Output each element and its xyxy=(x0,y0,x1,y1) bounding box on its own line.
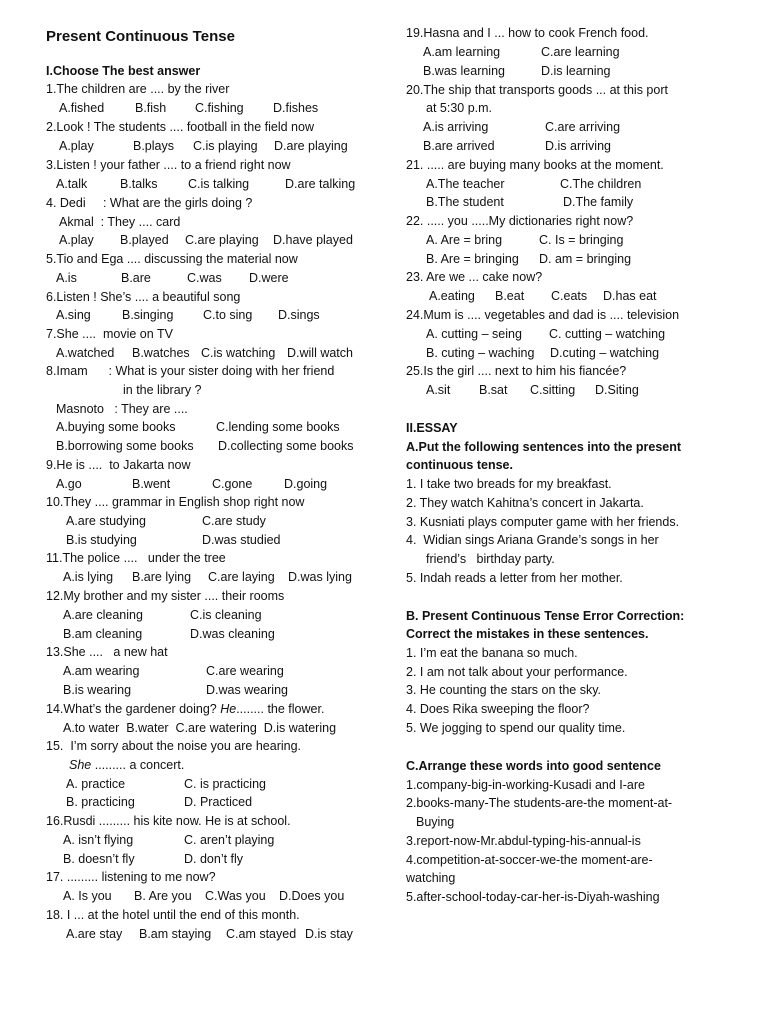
left-line: C.is talking xyxy=(188,177,250,191)
left-line: B.went xyxy=(132,477,171,491)
right-line: A.sit xyxy=(426,383,451,397)
left-line: C.are playing xyxy=(185,233,259,247)
left-line: 2.Look ! The students .... football in the field now xyxy=(46,120,314,134)
right-line: 24.Mum is .... vegetables and dad is .... television xyxy=(406,308,680,322)
left-line: B. doesn’t fly xyxy=(63,852,135,866)
right-line: 1. I take two breads for my breakfast. xyxy=(406,477,612,491)
right-line: C.are learning xyxy=(541,45,620,59)
right-line: 22. ..... you .....My dictionaries right now? xyxy=(406,214,634,228)
left-line: C.is watching xyxy=(201,346,276,360)
left-line: B.watches xyxy=(132,346,190,360)
right-line: 5.after-school-today-car-her-is-Diyah-washing xyxy=(406,890,660,904)
left-line: D.sings xyxy=(278,308,320,322)
left-line: 13.She .... a new hat xyxy=(46,645,168,659)
left-line: B.singing xyxy=(122,308,174,322)
left-line: D.were xyxy=(249,271,289,285)
left-line: D.is stay xyxy=(305,927,353,941)
right-line: 25.Is the girl .... next to him his fiancée? xyxy=(406,364,627,378)
right-line: 3.report-now-Mr.abdul-typing-his-annual-is xyxy=(406,834,641,848)
left-line: D.collecting some books xyxy=(218,439,354,453)
right-line: D.cuting – watching xyxy=(550,346,660,360)
right-line: 4. Widian sings Ariana Grande’s songs in her xyxy=(406,533,659,547)
left-line: D.was lying xyxy=(288,570,352,584)
left-line: A.buying some books xyxy=(56,420,176,434)
left-line: 4. Dedi : What are the girls doing ? xyxy=(46,196,253,210)
right-line: D.has eat xyxy=(603,289,657,303)
left-line: A.is xyxy=(56,271,77,285)
right-line: Correct the mistakes in these sentences. xyxy=(406,627,649,641)
left-line: A.fished xyxy=(59,101,105,115)
left-line: D.was cleaning xyxy=(190,627,275,641)
left-line: D.have played xyxy=(273,233,353,247)
right-line: A.The teacher xyxy=(426,177,505,191)
left-line: B.talks xyxy=(120,177,158,191)
left-line: 10.They .... grammar in English shop right now xyxy=(46,495,305,509)
left-line: A.is lying xyxy=(63,570,114,584)
left-line: A.to water B.water C.are watering D.is watering xyxy=(63,721,337,735)
left-line: 14.What’s the gardener doing? He........ the flower. xyxy=(46,702,325,716)
right-line: 19.Hasna and I ... how to cook French food. xyxy=(406,26,649,40)
left-line: D.fishes xyxy=(273,101,319,115)
left-line: 9.He is .... to Jakarta now xyxy=(46,458,191,472)
right-line: B.sat xyxy=(479,383,508,397)
left-line: 17. ......... listening to me now? xyxy=(46,870,216,884)
left-line: C.lending some books xyxy=(216,420,340,434)
left-line: C.to sing xyxy=(203,308,253,322)
right-line: A.eating xyxy=(429,289,475,303)
right-line: 3. He counting the stars on the sky. xyxy=(406,683,602,697)
right-line: C.sitting xyxy=(530,383,576,397)
right-line: B. cuting – waching xyxy=(426,346,535,360)
right-line: D.The family xyxy=(563,195,634,209)
left-line: 6.Listen ! She’s .... a beautiful song xyxy=(46,290,241,304)
left-line: 12.My brother and my sister .... their rooms xyxy=(46,589,285,603)
right-line: at 5:30 p.m. xyxy=(426,101,493,115)
left-line: C.is playing xyxy=(193,139,258,153)
right-line: friend’s birthday party. xyxy=(426,552,555,566)
right-line: II.ESSAY xyxy=(406,421,458,435)
left-line: B.borrowing some books xyxy=(56,439,194,453)
left-line: 3.Listen ! your father .... to a friend right now xyxy=(46,158,291,172)
right-line: D.is learning xyxy=(541,64,611,78)
right-line: 5. We jogging to spend our quality time. xyxy=(406,721,626,735)
right-line: B.eat xyxy=(495,289,525,303)
right-line: watching xyxy=(406,871,456,885)
left-line: B.is wearing xyxy=(63,683,132,697)
right-line: C.The children xyxy=(560,177,642,191)
left-line: C.are wearing xyxy=(206,664,284,678)
left-line: A.play xyxy=(59,233,94,247)
right-line: B. Present Continuous Tense Error Correction: xyxy=(406,609,685,623)
left-line: A. practice xyxy=(66,777,126,791)
left-line: C.was xyxy=(187,271,222,285)
left-line: D.was studied xyxy=(202,533,281,547)
left-line: A.play xyxy=(59,139,94,153)
left-line: C.am stayed xyxy=(226,927,297,941)
right-line: 4.competition-at-soccer-we-the moment-are- xyxy=(406,853,653,867)
left-line: C. is practicing xyxy=(184,777,266,791)
right-line: C. cutting – watching xyxy=(549,327,666,341)
left-line: A.are studying xyxy=(66,514,146,528)
right-line: D.Siting xyxy=(595,383,639,397)
right-line: C.eats xyxy=(551,289,588,303)
left-line: A.am wearing xyxy=(63,664,140,678)
right-line: 1.company-big-in-working-Kusadi and I-are xyxy=(406,778,646,792)
right-line: 2. I am not talk about your performance. xyxy=(406,665,628,679)
right-line: A. Are = bring xyxy=(426,233,503,247)
left-line: B.is studying xyxy=(66,533,137,547)
right-line: continuous tense. xyxy=(406,458,513,472)
right-line: B.The student xyxy=(426,195,504,209)
left-line: D.Does you xyxy=(279,889,345,903)
right-line: C. Is = bringing xyxy=(539,233,624,247)
left-line: 1.The children are .... by the river xyxy=(46,82,230,96)
right-line: 4. Does Rika sweeping the floor? xyxy=(406,702,590,716)
left-line: C.is cleaning xyxy=(190,608,262,622)
left-line: in the library ? xyxy=(123,383,202,397)
left-line: 16.Rusdi ......... his kite now. He is at school. xyxy=(46,814,291,828)
right-line: C.are arriving xyxy=(545,120,621,134)
left-line: B.are lying xyxy=(132,570,192,584)
right-line: B.are arrived xyxy=(423,139,495,153)
left-line: C.are study xyxy=(202,514,266,528)
right-line: 23. Are we ... cake now? xyxy=(406,270,543,284)
left-line: A. Is you xyxy=(63,889,112,903)
right-line: 1. I’m eat the banana so much. xyxy=(406,646,578,660)
right-line: A.am learning xyxy=(423,45,501,59)
left-line: B. practicing xyxy=(66,795,135,809)
left-line: B.are xyxy=(121,271,151,285)
left-line: D. Practiced xyxy=(184,795,253,809)
left-line: B.fish xyxy=(135,101,167,115)
left-line: 5.Tio and Ega .... discussing the material now xyxy=(46,252,298,266)
left-line: Masnoto : They are .... xyxy=(56,402,188,416)
right-line: 20.The ship that transports goods ... at this port xyxy=(406,83,668,97)
left-line: B.played xyxy=(120,233,169,247)
left-line: D.are playing xyxy=(274,139,348,153)
right-line: 2.books-many-The students-are-the moment-at- xyxy=(406,796,673,810)
left-line: C.fishing xyxy=(195,101,244,115)
left-line: A.talk xyxy=(56,177,88,191)
left-line: A.are stay xyxy=(66,927,123,941)
left-line: B.am staying xyxy=(139,927,212,941)
left-line: A.watched xyxy=(56,346,115,360)
left-line: A. isn’t flying xyxy=(63,833,134,847)
left-line: 11.The police .... under the tree xyxy=(46,551,226,565)
left-line: B.plays xyxy=(133,139,174,153)
right-line: A.is arriving xyxy=(423,120,489,134)
left-line: C.Was you xyxy=(205,889,266,903)
left-line: 18. I ... at the hotel until the end of this month. xyxy=(46,908,300,922)
right-line: B. Are = bringing xyxy=(426,252,519,266)
right-line: C.Arrange these words into good sentence xyxy=(406,759,661,773)
right-line: D.is arriving xyxy=(545,139,611,153)
left-line: C.gone xyxy=(212,477,253,491)
right-line: 2. They watch Kahitna’s concert in Jakarta. xyxy=(406,496,644,510)
right-line: B.was learning xyxy=(423,64,505,78)
left-line: I.Choose The best answer xyxy=(46,64,201,78)
left-line: C.are laying xyxy=(208,570,275,584)
left-line: She ......... a concert. xyxy=(69,758,185,772)
right-line: Buying xyxy=(416,815,455,829)
left-line: Akmal : They .... card xyxy=(59,215,181,229)
left-line: 8.Imam : What is your sister doing with her friend xyxy=(46,364,335,378)
left-line: Present Continuous Tense xyxy=(46,28,235,45)
right-line: A. cutting – seing xyxy=(426,327,522,341)
left-line: C. aren’t playing xyxy=(184,833,275,847)
left-line: D.are talking xyxy=(285,177,356,191)
left-line: 7.She .... movie on TV xyxy=(46,327,173,341)
right-line: A.Put the following sentences into the present xyxy=(406,440,682,454)
right-line: D. am = bringing xyxy=(539,252,632,266)
right-line: 5. Indah reads a letter from her mother. xyxy=(406,571,623,585)
right-line: 3. Kusniati plays computer game with her friends. xyxy=(406,515,680,529)
left-line: 15. I’m sorry about the noise you are hearing. xyxy=(46,739,302,753)
right-line: 21. ..... are buying many books at the moment. xyxy=(406,158,664,172)
left-line: D.was wearing xyxy=(206,683,288,697)
left-line: B. Are you xyxy=(134,889,192,903)
left-line: D.will watch xyxy=(287,346,353,360)
left-line: A.are cleaning xyxy=(63,608,143,622)
left-line: D.going xyxy=(284,477,328,491)
left-line: A.go xyxy=(56,477,82,491)
left-line: B.am cleaning xyxy=(63,627,143,641)
left-line: D. don’t fly xyxy=(184,852,244,866)
left-line: A.sing xyxy=(56,308,91,322)
